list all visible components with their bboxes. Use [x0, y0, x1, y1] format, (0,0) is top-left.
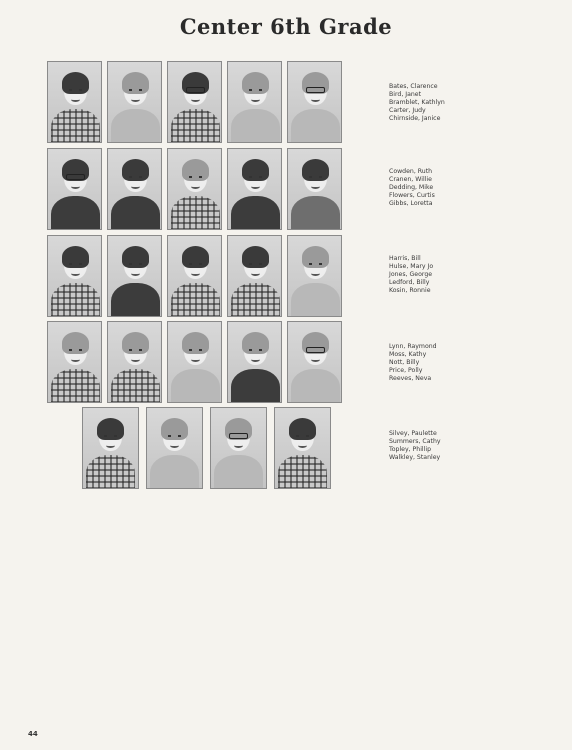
- student-name: Kosin, Ronnie: [389, 287, 431, 294]
- student-photo: [146, 407, 203, 489]
- student-photo: [227, 235, 282, 317]
- student-name: Harris, Bill: [389, 255, 421, 262]
- student-name: Chirnside, Janice: [389, 115, 441, 122]
- student-photo: [287, 235, 342, 317]
- photo-row-1: [47, 61, 342, 143]
- student-photo: [210, 407, 267, 489]
- student-photo: [227, 321, 282, 403]
- student-photo: [47, 235, 102, 317]
- student-photo: [82, 407, 139, 489]
- name-list-3: [389, 255, 433, 295]
- student-photo: [287, 61, 342, 143]
- name-list-4: [389, 343, 437, 383]
- name-list-5: [389, 430, 441, 462]
- student-photo: [47, 61, 102, 143]
- student-name: Price, Polly: [389, 367, 423, 374]
- photo-row-5: [82, 407, 331, 489]
- student-name: Carter, Judy: [389, 107, 426, 114]
- student-name: Silvey, Paulette: [389, 430, 437, 437]
- student-name: Lynn, Raymond: [389, 343, 437, 350]
- student-name: Bramblet, Kathlyn: [389, 99, 445, 106]
- student-photo: [167, 321, 222, 403]
- student-name: Bird, Janet: [389, 91, 422, 98]
- student-name: Dedding, Mike: [389, 184, 434, 191]
- student-photo: [47, 148, 102, 230]
- student-name: Summers, Cathy: [389, 438, 441, 445]
- photo-row-3: [47, 235, 342, 317]
- student-name: Walkley, Stanley: [389, 454, 441, 461]
- student-name: Hulse, Mary Jo: [389, 263, 434, 270]
- student-name: Cowden, Ruth: [389, 168, 433, 175]
- photo-row-4: [47, 321, 342, 403]
- student-photo: [167, 61, 222, 143]
- student-photo: [227, 148, 282, 230]
- student-photo: [167, 235, 222, 317]
- page-title: Center 6th Grade: [179, 14, 393, 39]
- student-photo: [107, 61, 162, 143]
- student-name: Reeves, Neva: [389, 375, 432, 382]
- student-name: Ledford, Billy: [389, 279, 430, 286]
- name-list-2: [389, 168, 435, 208]
- student-name: Bates, Clarence: [389, 83, 438, 90]
- student-photo: [287, 321, 342, 403]
- student-photo: [274, 407, 331, 489]
- student-photo: [47, 321, 102, 403]
- student-photo: [227, 61, 282, 143]
- student-name: Flowers, Curtis: [389, 192, 435, 199]
- student-name: Topley, Phillip: [389, 446, 432, 453]
- student-name: Nott, Billy: [389, 359, 420, 366]
- student-photo: [167, 148, 222, 230]
- student-name: Gibbs, Loretta: [389, 200, 433, 207]
- student-name: Moss, Kathy: [389, 351, 427, 358]
- student-photo: [107, 321, 162, 403]
- student-photo: [107, 235, 162, 317]
- photo-row-2: [47, 148, 342, 230]
- student-name: Jones, George: [389, 271, 433, 278]
- name-list-1: [389, 83, 445, 123]
- student-photo: [287, 148, 342, 230]
- student-name: Cranen, Willie: [389, 176, 432, 183]
- page-number: 44: [28, 730, 38, 738]
- student-photo: [107, 148, 162, 230]
